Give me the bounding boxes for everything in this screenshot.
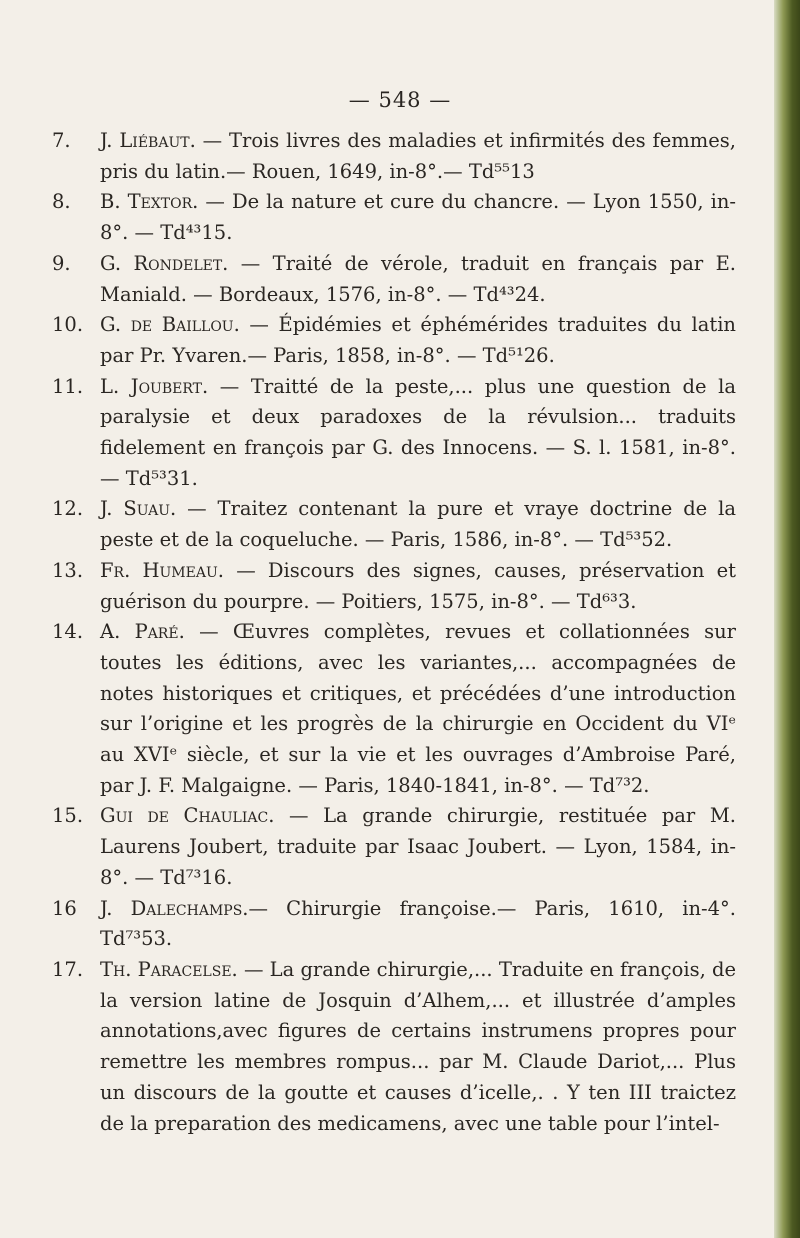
entry-number: 13. [52, 558, 84, 582]
entry-text: — Épidémies et éphémérides traduites du latin par Pr. Yvaren.— Paris, 1858, in-8°. — Td⁵¹26. [100, 313, 736, 367]
bibliography-entry [52, 494, 736, 555]
bibliography-entry [52, 617, 736, 801]
entry-author: L. Joubert. [100, 374, 209, 398]
bibliography-entry [52, 249, 736, 310]
entry-author: J. Dalechamps. [100, 896, 249, 920]
entry-author: J. Suau. [100, 497, 177, 521]
entry-text: — De la nature et cure du chancre. — Lyon 1550, in-8°. — Td⁴³15. [100, 190, 736, 245]
bibliography-entry [52, 894, 736, 955]
entry-number: 16 [52, 896, 77, 920]
entry-author: Th. Paracelse. [100, 957, 238, 981]
entry-author: J. Liébaut. [100, 129, 196, 152]
entry-text: — Œuvres complètes, revues et collationnées sur toutes les éditions, avec les variantes,... accompagnées de notes historiques et critiques, et précédées d’une introduction sur l’origine et les progrès de la chirurgie en Occident du VIᵉ au XVIᵉ siècle, et sur la vie et les ouvrages d’Ambroise Paré, par J. F. Malgaigne. — Paris, 1840-1841, in-8°. — Td⁷³2. [100, 620, 737, 797]
entry-number: 10. [52, 313, 84, 337]
entry-number: 12. [52, 497, 84, 521]
entry-text: — Trois livres des maladies et infirmités des femmes, pris du latin.— Rouen, 1649, in-8°.— Td⁵⁵13 [100, 129, 737, 183]
bibliography-entry [52, 372, 736, 495]
entry-text: — Traitté de la peste,... plus une question de la paralysie et deux paradoxes de la révulsion... traduits fidelement en françois par G. des Innocens. — S. l. 1581, in-8°. — Td⁵³31. [100, 374, 736, 490]
entry-number: 9. [52, 251, 71, 275]
entry-author: G. de Baillou. [100, 313, 240, 337]
entry-author: B. Textor. [100, 190, 199, 214]
entry-number: 11. [52, 374, 84, 398]
entry-text: — Chirurgie françoise.— Paris, 1610, in-4°. Td⁷³53. [100, 896, 736, 951]
entry-number: 17. [52, 957, 84, 981]
entry-text: — Traitez contenant la pure et vraye doctrine de la peste et de la coqueluche. — Paris, 1586, in-8°. — Td⁵³52. [100, 497, 736, 552]
book-binding-edge [774, 0, 800, 1238]
entry-number: 14. [52, 620, 84, 644]
entry-number: 7. [52, 129, 71, 152]
entry-text: — Discours des signes, causes, préservation et guérison du pourpre. — Poitiers, 1575, in-8°. — Td⁶³3. [100, 558, 736, 613]
entry-number: 15. [52, 804, 84, 828]
entry-text: — Traité de vérole, traduit en français par E. Maniald. — Bordeaux, 1576, in-8°. — Td⁴³24. [100, 251, 737, 306]
entry-text: — La grande chirurgie, restituée par M. Laurens Joubert, traduite par Isaac Joubert. — Lyon, 1584, in-8°. — Td⁷³16. [100, 804, 736, 889]
bibliography-entry [52, 126, 736, 187]
bibliography-list [52, 126, 736, 1139]
bibliography-entry [52, 310, 736, 371]
entry-text: — La grande chirurgie,... Traduite en françois, de la version latine de Josquin d’Alhem,... et illustrée d’amples annotations,avec figures de certains instrumens propres pour remettre les membres rompus... par M. Claude Dariot,... Plus un discours de la goutte et causes d’icelle,. . Y ten III traictez de la preparation des medicamens, avec une table pour l’intel- [100, 957, 737, 1135]
entry-author: Fr. Humeau. [100, 558, 224, 582]
entry-number: 8. [52, 190, 71, 214]
page-number: — 548 — [348, 88, 452, 112]
bibliography-entry [52, 801, 736, 893]
bibliography-entry [52, 187, 736, 248]
bibliography-entry [52, 556, 736, 617]
entry-author: Gui de Chauliac. [100, 804, 275, 828]
entry-author: A. Paré. [100, 620, 185, 644]
entry-author: G. Rondelet. [100, 251, 229, 275]
bibliography-entry [52, 955, 736, 1139]
